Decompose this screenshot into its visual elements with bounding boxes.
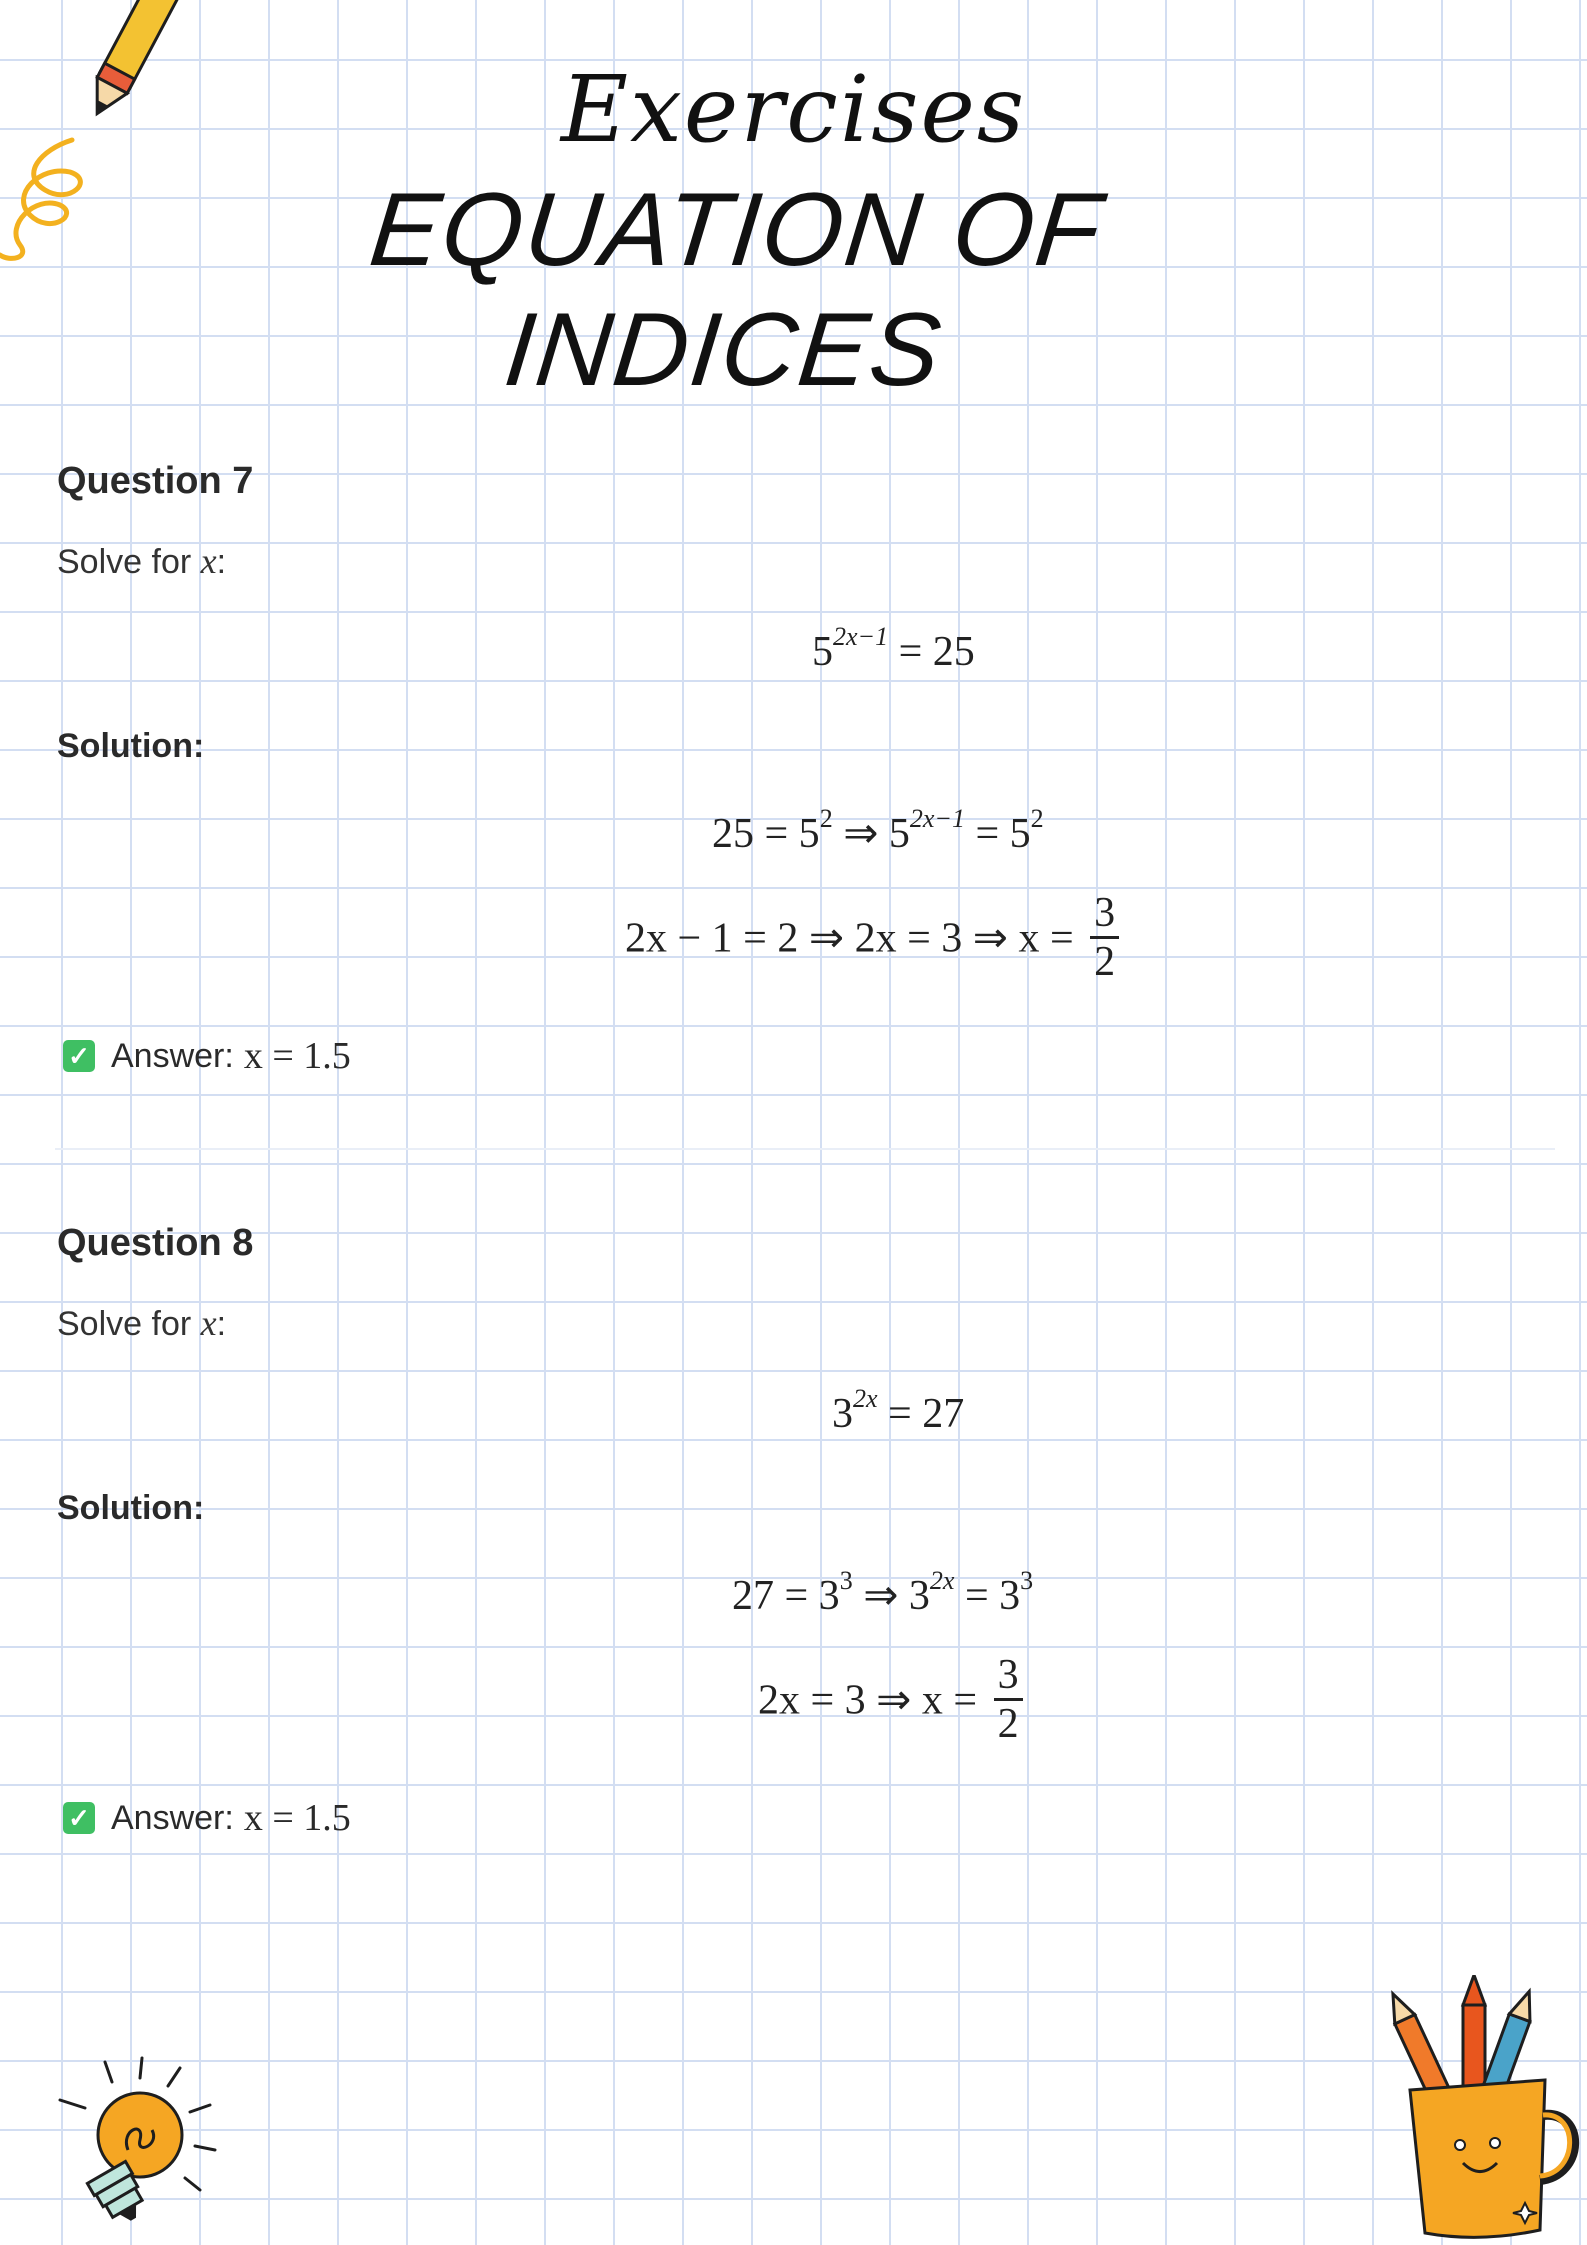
pencil-cup-icon — [1385, 1975, 1585, 2245]
question-equation: $3^{2x} = 27$ — [832, 1384, 965, 1437]
question-prompt: Solve for x: — [57, 1303, 227, 1343]
fraction: $\frac{3}{2}$ — [1090, 890, 1119, 985]
solution-step-1: $27 = 3^3$ ⇒ $3^{2x} = 3^3$ — [732, 1566, 1034, 1619]
title-script: Exercises — [560, 56, 1027, 163]
divider — [55, 1148, 1555, 1150]
solution-step-2: 2x = 3 ⇒ x = $\frac{3}{2}$ — [758, 1652, 1023, 1747]
question-equation: $5^{2x-1} = 25$ — [812, 622, 975, 675]
page-title: EQUATION OF INDICES — [364, 172, 1108, 408]
solution-label: Solution: — [57, 1489, 205, 1527]
solution-label: Solution: — [57, 727, 205, 765]
solution-step-1: $25 = 5^2$ ⇒ $5^{2x-1} = 5^2$ — [712, 804, 1044, 857]
answer-value: x = 1.5 — [243, 1035, 351, 1077]
solution-step-2: 2x − 1 = 2 ⇒ 2x = 3 ⇒ x = $\frac{3}{2}$ — [625, 890, 1119, 985]
checkbox-icon: ✓ — [63, 1040, 95, 1072]
fraction: $\frac{3}{2}$ — [994, 1652, 1023, 1747]
answer-line — [63, 1034, 351, 1078]
question-heading: Question 8 — [57, 1222, 254, 1264]
answer-label: Answer: — [111, 1036, 234, 1075]
answer-line — [63, 1796, 351, 1840]
checkbox-icon: ✓ — [63, 1802, 95, 1834]
answer-value: x = 1.5 — [243, 1797, 351, 1839]
lightbulb-icon — [50, 2050, 240, 2240]
question-heading: Question 7 — [57, 460, 254, 502]
answer-label: Answer: — [111, 1798, 234, 1837]
question-prompt: Solve for x: — [57, 541, 227, 581]
